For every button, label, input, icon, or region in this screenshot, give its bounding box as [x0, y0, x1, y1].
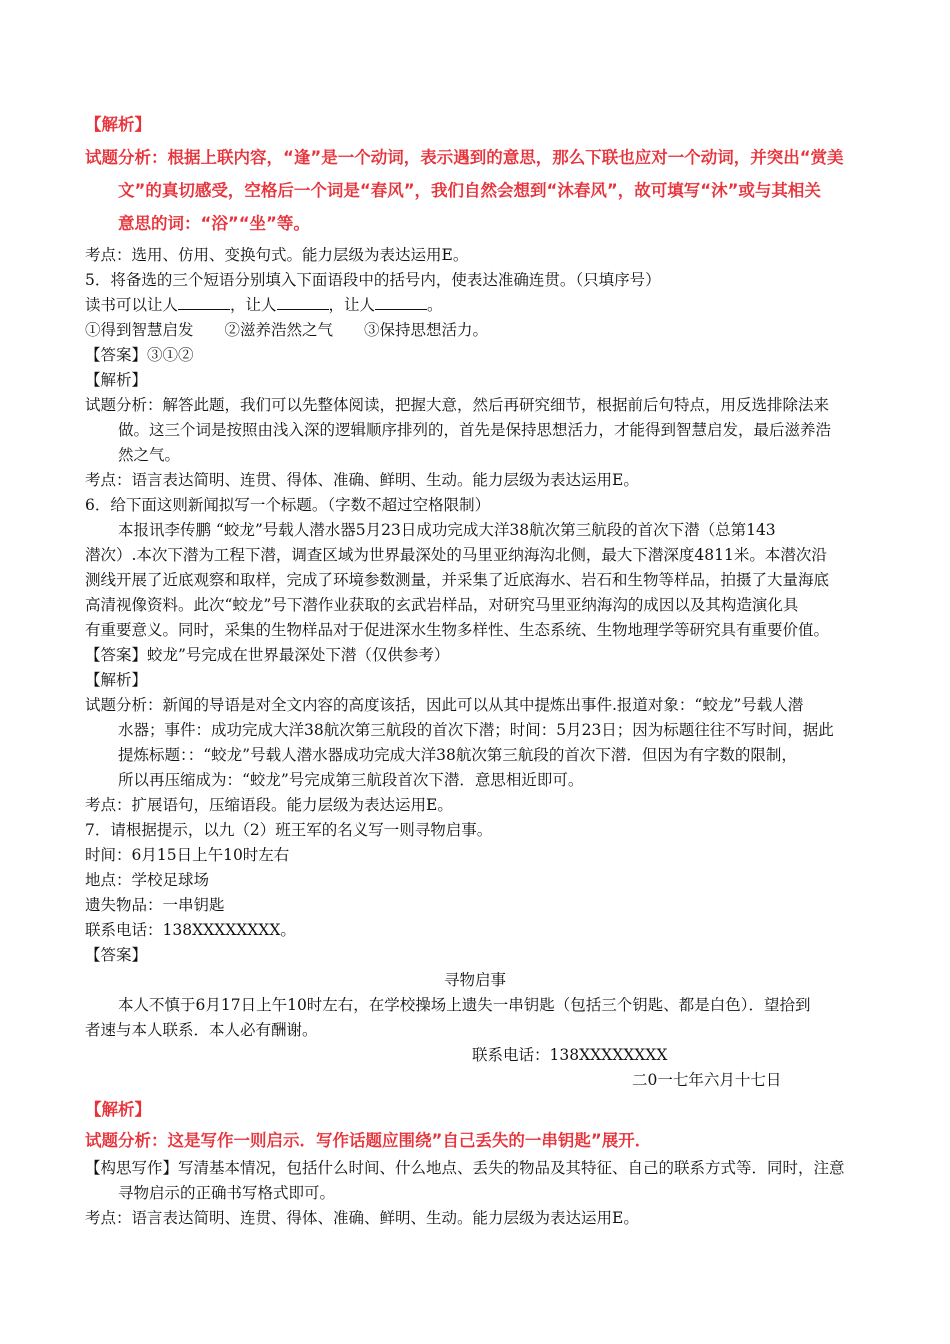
analysis-text-line: 试题分析：这是写作一则启示．写作话题应围绕”自己丢失的一串钥匙”展开． [85, 1131, 652, 1150]
fill-in-sentence [85, 292, 443, 318]
notice-date: 二0一七年六月十七日 [632, 1071, 782, 1089]
question-5: 5．将备选的三个短语分别填入下面语段中的括号内，使表达准确连贯。（只填序号） [85, 271, 661, 289]
sentence-part: ，让人 [328, 296, 376, 314]
news-paragraph-line: 本报讯李传鹏 “蛟龙”号载人潜水器5月23日成功完成大洋38航次第三航段的首次下潜（总第143 [118, 521, 776, 539]
answer-blank [277, 292, 329, 310]
notice-phone: 联系电话：138XXXXXXXX [472, 1046, 668, 1064]
notice-body-line: 本人不慎于6月17日上午10时左右，在学校操场上遗失一串钥匙（包括三个钥匙、都是白色）．望拾到 [118, 996, 811, 1014]
sentence-part: ，让人 [230, 296, 277, 314]
hint-item: 遗失物品：一串钥匙 [85, 896, 225, 914]
question-7: 7．请根据提示，以九（2）班王军的名义写一则寻物启事。 [85, 821, 493, 839]
sentence-part: 。 [427, 296, 443, 314]
kaodian-text: 考点：语言表达简明、连贯、得体、准确、鲜明、生动。能力层级为表达运用E。 [85, 471, 639, 489]
answer-blank [178, 292, 230, 310]
answer-blank [375, 292, 427, 310]
analysis-text-line: 做。这三个词是按照由浅入深的逻辑顺序排列的，首先是保持思想活力，才能得到智慧启发，最后滋养浩 [118, 421, 832, 439]
analysis-text-line: 水器；事件：成功完成大洋38航次第三航段的首次下潜；时间：5月23日；因为标题往往不写时间，据此 [118, 721, 834, 739]
analysis-label: 【解析】 [85, 1100, 151, 1119]
options-text: ①得到智慧启发 ②滋养浩然之气 ③保持思想活力。 [85, 321, 489, 339]
gousi-text-line: 寻物启示的正确书写格式即可。 [118, 1184, 336, 1202]
sentence-part: 读书可以让人 [85, 296, 179, 314]
hint-phone: 联系电话：138XXXXXXXX。 [85, 921, 296, 939]
hint-place: 地点：学校足球场 [85, 871, 210, 889]
analysis-text-line: 所以再压缩成为：“蛟龙”号完成第三航段首次下潜．意思相近即可。 [118, 771, 584, 789]
kaodian-text: 考点：扩展语句，压缩语段。能力层级为表达运用E。 [85, 796, 453, 814]
analysis-text-line: 然之气。 [118, 446, 181, 464]
analysis-label: 【解析】 [85, 371, 148, 389]
analysis-text-line: 提炼标题：：“蛟龙”号载人潜水器成功完成大洋38航次第三航段的首次下潜．但因为有字数的限制， [118, 746, 797, 764]
answer-text: 【答案】蛟龙”号完成在世界最深处下潜（仅供参考） [85, 646, 450, 664]
news-paragraph-line: 高清视像资料。此次“蛟龙”号下潜作业获取的玄武岩样品，对研究马里亚纳海沟的成因以及其构造演化具 [85, 596, 799, 614]
analysis-text-line: 试题分析：解答此题，我们可以先整体阅读，把握大意，然后再研究细节，根据前后句特点，用反选排除法来 [85, 396, 830, 414]
answer-label: 【答案】 [85, 946, 148, 964]
analysis-label: 【解析】 [85, 671, 148, 689]
hint-time: 时间：6月15日上午10时左右 [85, 846, 290, 864]
kaodian-text: 考点：语言表达简明、连贯、得体、准确、鲜明、生动。能力层级为表达运用E。 [85, 1209, 639, 1227]
answer-text: 【答案】③①② [85, 346, 194, 364]
news-paragraph-line: 潜次）.本次下潜为工程下潜，调查区域为世界最深处的马里亚纳海沟北侧，最大下潜深度4811米。本潜次沿 [85, 546, 827, 564]
question-6: 6．给下面这则新闻拟写一个标题。（字数不超过空格限制） [85, 496, 491, 514]
news-paragraph-line: 测线开展了近底观察和取样，完成了环境参数测量，并采集了近底海水、岩石和生物等样品，拍摄了大量海底 [85, 571, 830, 589]
kaodian-text: 考点：选用、仿用、变换句式。能力层级为表达运用E。 [85, 246, 469, 264]
news-paragraph-line: 有重要意义。同时，采集的生物样品对于促进深水生物多样性、生态系统、生物地理学等研究具有重要价值。 [85, 621, 830, 639]
analysis-text-line: 试题分析：新闻的导语是对全文内容的高度该括，因此可以从其中提炼出事件.报道对象：“蛟龙”号载人潜 [85, 696, 804, 714]
analysis-label: 【解析】 [85, 115, 151, 134]
analysis-text-line: 文”的真切感受，空格后一个词是“春风”，我们自然会想到“沐春风”，故可填写“沐”或与其相关 [118, 181, 821, 200]
gousi-text-line: 【构思写作】写清基本情况，包括什么时间、什么地点、丢失的物品及其特征、自己的联系方式等．同时，注意 [85, 1159, 845, 1177]
analysis-text-line: 试题分析：根据上联内容，“逢”是一个动词，表示遇到的意思，那么下联也应对一个动词，并突出“赏美 [85, 148, 844, 167]
notice-body-line: 者速与本人联系．本人必有酬谢。 [85, 1021, 318, 1039]
notice-title: 寻物启事 [443, 971, 506, 989]
analysis-text-line: 意思的词：“浴”“坐”等。 [118, 214, 310, 233]
